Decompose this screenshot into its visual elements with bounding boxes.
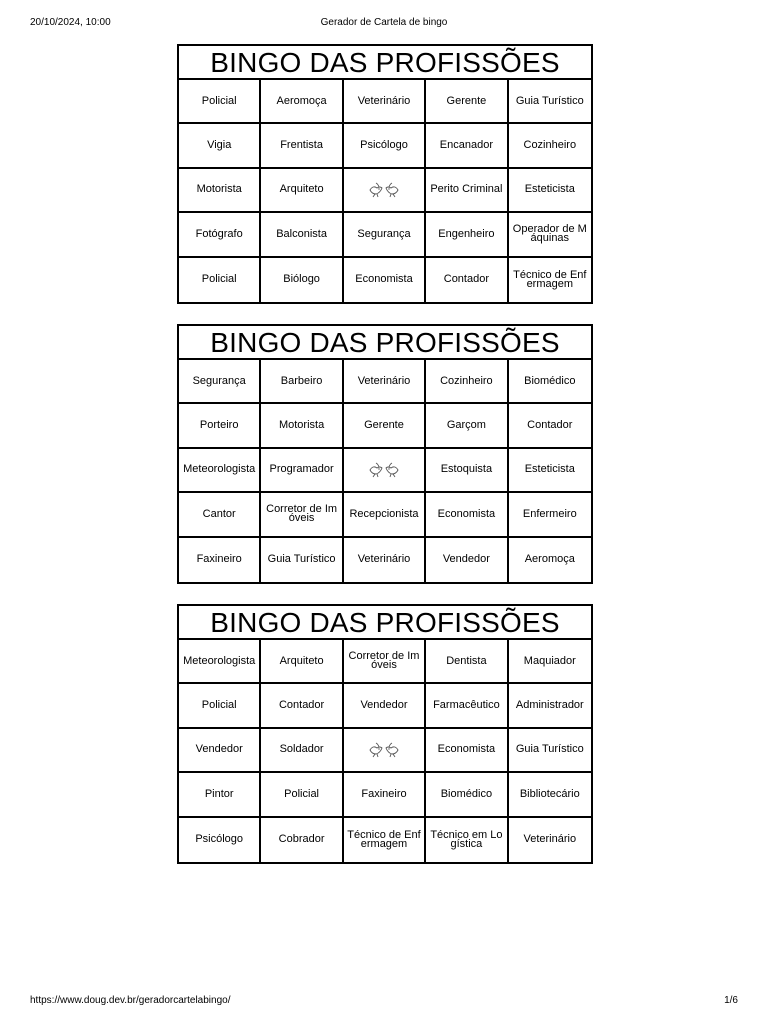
cell-label: Vendedor (195, 743, 243, 756)
cell-label: Psicólogo (195, 833, 244, 846)
grid-cell (261, 169, 343, 213)
cell-label: Esteticista (524, 183, 575, 196)
cell-label: Veterinário (523, 833, 577, 846)
grid-cell (261, 773, 343, 817)
grid-cell (179, 169, 261, 213)
cell-label: Economista (437, 743, 496, 756)
grid-cell (344, 818, 426, 862)
cell-label: Perito Criminal (430, 183, 503, 196)
cell-label: Soldador (279, 743, 324, 756)
cell-label: Biólogo (283, 273, 320, 286)
cell-label: Guia Turístico (267, 553, 336, 566)
grid-cell (261, 360, 343, 404)
cell-label: Arquiteto (279, 654, 324, 667)
cell-label: Cantor (202, 507, 236, 520)
grid-cell (344, 684, 426, 728)
cell-label: Fotógrafo (195, 227, 243, 240)
bingo-card (177, 604, 593, 864)
cell-label: Faxineiro (361, 787, 407, 800)
cell-label: Economista (437, 507, 496, 520)
bingo-card (177, 44, 593, 304)
card-grid (179, 80, 591, 302)
cell-label: Gerente (364, 419, 404, 432)
cell-label: Policial (201, 273, 237, 286)
cell-label: Veterinário (357, 553, 411, 566)
grid-cell (261, 404, 343, 448)
cell-label: Vigia (207, 139, 232, 152)
grid-cell (261, 493, 343, 537)
two-birds-icon (367, 181, 401, 199)
grid-cell (344, 258, 426, 302)
cell-label: Porteiro (199, 419, 239, 432)
cell-label: Cozinheiro (523, 139, 577, 152)
grid-cell (509, 729, 591, 773)
grid-cell (261, 80, 343, 124)
cell-label: Técnico de Enfermagem (513, 268, 587, 290)
print-url: https://www.doug.dev.br/geradorcartelabingo/ (30, 995, 231, 1006)
cell-label: Guia Turístico (515, 743, 584, 756)
grid-cell (179, 360, 261, 404)
grid-cell (509, 169, 591, 213)
cell-label: Policial (284, 787, 320, 800)
grid-cell (179, 729, 261, 773)
cell-label: Segurança (357, 227, 411, 240)
grid-cell (344, 124, 426, 168)
grid-cell (426, 729, 508, 773)
grid-cell (261, 538, 343, 582)
grid-cell (509, 538, 591, 582)
free-cell (344, 729, 426, 773)
cell-label: Corretor de Imóveis (348, 650, 420, 672)
grid-cell (426, 124, 508, 168)
grid-cell (344, 773, 426, 817)
grid-cell (179, 493, 261, 537)
cell-label: Enfermeiro (522, 507, 577, 520)
print-page-title: Gerador de Cartela de bingo (320, 17, 448, 28)
cell-label: Técnico de Enfermagem (347, 828, 421, 850)
grid-cell (344, 213, 426, 257)
grid-cell (179, 818, 261, 862)
cell-label: Barbeiro (280, 374, 323, 387)
cell-label: Pintor (204, 787, 234, 800)
grid-cell (261, 640, 343, 684)
bingo-card (177, 324, 593, 584)
grid-cell (179, 80, 261, 124)
grid-cell (261, 729, 343, 773)
grid-cell (426, 169, 508, 213)
cell-label: Policial (201, 699, 237, 712)
grid-cell (426, 640, 508, 684)
grid-cell (509, 449, 591, 493)
grid-cell (261, 684, 343, 728)
cell-label: Cobrador (278, 833, 325, 846)
cell-label: Balconista (276, 227, 327, 240)
cell-label: Técnico em Logística (430, 828, 503, 850)
cell-label: Cozinheiro (440, 374, 493, 387)
grid-cell (426, 360, 508, 404)
cell-label: Operador de Máquinas (512, 223, 587, 245)
grid-cell (261, 818, 343, 862)
grid-cell (179, 258, 261, 302)
free-cell (344, 169, 426, 213)
cell-label: Programador (269, 463, 334, 476)
cell-label: Esteticista (524, 463, 575, 476)
grid-cell (509, 404, 591, 448)
cell-label: Veterinário (357, 94, 411, 107)
grid-cell (509, 213, 591, 257)
grid-cell (179, 124, 261, 168)
cell-label: Dentista (446, 654, 487, 667)
grid-cell (509, 493, 591, 537)
cell-label: Aeromoça (276, 94, 327, 107)
grid-cell (509, 773, 591, 817)
cell-label: Meteorologista (183, 463, 256, 476)
cell-label: Contador (443, 273, 490, 286)
cell-label: Psicólogo (360, 139, 408, 152)
cell-label: Economista (355, 273, 413, 286)
grid-cell (261, 213, 343, 257)
cell-label: Frentista (280, 139, 323, 152)
card-title: BINGO DAS PROFISSÕES (179, 606, 591, 640)
cell-label: Contador (527, 419, 573, 432)
grid-cell (344, 80, 426, 124)
grid-cell (509, 818, 591, 862)
grid-cell (426, 404, 508, 448)
print-page-number: 1/6 (724, 995, 738, 1006)
grid-cell (509, 80, 591, 124)
cell-label: Biomédico (440, 787, 493, 800)
grid-cell (179, 449, 261, 493)
cell-label: Gerente (446, 94, 487, 107)
cell-label: Recepcionista (349, 507, 419, 520)
cell-label: Estoquista (440, 463, 493, 476)
cell-label: Segurança (192, 374, 246, 387)
cell-label: Motorista (196, 183, 242, 196)
grid-cell (509, 360, 591, 404)
two-birds-icon (367, 461, 401, 479)
cell-label: Guia Turístico (515, 94, 584, 107)
grid-cell (179, 640, 261, 684)
grid-cell (426, 818, 508, 862)
cell-label: Veterinário (357, 374, 411, 387)
card-title: BINGO DAS PROFISSÕES (179, 326, 591, 360)
cell-label: Arquiteto (279, 183, 324, 196)
grid-cell (179, 213, 261, 257)
grid-cell (426, 538, 508, 582)
grid-cell (344, 640, 426, 684)
grid-cell (261, 124, 343, 168)
grid-cell (426, 684, 508, 728)
cell-label: Biomédico (524, 374, 576, 387)
cell-label: Administrador (515, 699, 584, 712)
cell-label: Encanador (439, 139, 493, 152)
card-grid (179, 640, 591, 862)
cell-label: Motorista (278, 419, 325, 432)
grid-cell (344, 404, 426, 448)
grid-cell (426, 773, 508, 817)
grid-cell (426, 449, 508, 493)
two-birds-icon (367, 741, 401, 759)
grid-cell (344, 493, 426, 537)
grid-cell (509, 258, 591, 302)
grid-cell (509, 124, 591, 168)
grid-cell (344, 538, 426, 582)
cell-label: Garçom (446, 419, 486, 432)
cell-label: Vendedor (442, 553, 490, 566)
grid-cell (509, 684, 591, 728)
free-cell (344, 449, 426, 493)
grid-cell (179, 404, 261, 448)
grid-cell (509, 640, 591, 684)
cell-label: Faxineiro (196, 553, 242, 566)
cell-label: Corretor de Imóveis (266, 503, 338, 525)
cell-label: Contador (278, 699, 325, 712)
cell-label: Engenheiro (438, 227, 495, 240)
print-datetime: 20/10/2024, 10:00 (30, 17, 111, 28)
cell-label: Bibliotecário (519, 787, 580, 800)
cell-label: Farmacêutico (433, 699, 500, 712)
grid-cell (179, 773, 261, 817)
card-title: BINGO DAS PROFISSÕES (179, 46, 591, 80)
grid-cell (179, 538, 261, 582)
cell-label: Policial (201, 94, 237, 107)
cell-label: Vendedor (360, 699, 408, 712)
cell-label: Aeromoça (524, 553, 575, 566)
cell-label: Meteorologista (183, 654, 256, 667)
grid-cell (261, 449, 343, 493)
grid-cell (179, 684, 261, 728)
grid-cell (426, 493, 508, 537)
grid-cell (426, 80, 508, 124)
cell-label: Maquiador (523, 654, 576, 667)
grid-cell (261, 258, 343, 302)
grid-cell (426, 213, 508, 257)
grid-cell (426, 258, 508, 302)
card-grid (179, 360, 591, 582)
grid-cell (344, 360, 426, 404)
